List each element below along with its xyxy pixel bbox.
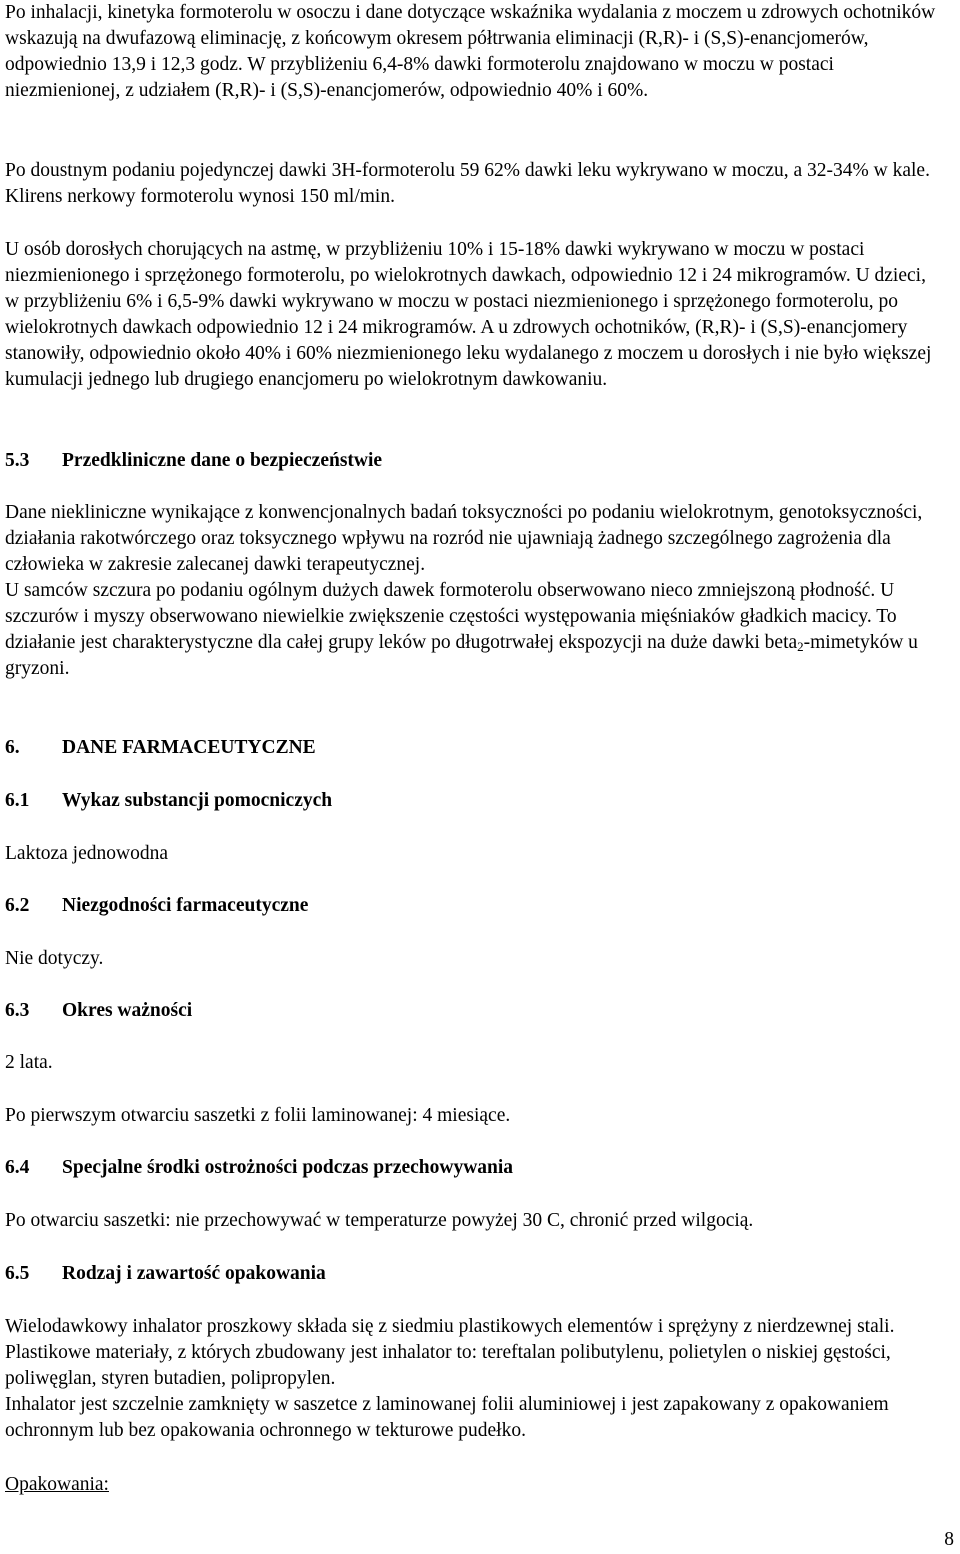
storage-text: Po otwarciu saszetki: nie przechowywać w temperaturze powyżej 30 C, chronić przed wilgocią.	[5, 1210, 754, 1231]
section-title: DANE FARMACEUTYCZNE	[62, 737, 316, 758]
preclinical-text-end: -mimetyków u gryzoni.	[5, 632, 918, 679]
shelf-life-text: 2 lata.	[5, 1052, 53, 1073]
section-heading-6-3	[5, 998, 192, 1024]
pharmacokinetics-paragraph-2: Po doustnym podaniu pojedynczej dawki 3H-formoterolu 59 62% dawki leku wykrywano w moczu, a 32-34% w kale. Klirens nerkowy formoterolu wynosi 150 ml/min.	[5, 160, 930, 207]
excipients-text: Laktoza jednowodna	[5, 843, 168, 864]
preclinical-paragraph-2	[5, 578, 940, 682]
section-number: 5.3	[5, 450, 30, 471]
section-title: Rodzaj i zawartość opakowania	[62, 1263, 326, 1284]
preclinical-paragraph-1: Dane niekliniczne wynikające z konwencjonalnych badań toksyczności po podaniu wielokrotnym, genotoksyczności, działania rakotwórczego oraz toksycznego wpływu na rozród nie ujawniają żadnego szczególnego zagrożenia dla człowieka w zakresie zalecanej dawki terapeutycznej.	[5, 502, 923, 575]
pharmacokinetics-paragraph-3: U osób dorosłych chorujących na astmę, w przybliżeniu 10% i 15-18% dawki wykrywano w moczu w postaci niezmienionego i sprzężonego formoterolu, po wielokrotnych dawkach, odpowiednio 12 i 24 mikrogramów. U dzieci, w przybliżeniu 6% i 6,5-9% dawki wykrywano w moczu w postaci niezmienionego i sprzężonego formoterolu, po wielokrotnych dawkach odpowiednio 12 i 24 mikrogramów. A u zdrowych ochotników, (R,R)- i (S,S)-enancjomery stanowiły, odpowiednio około 40% i 60% niezmienionego leku wydalanego z moczem u dorosłych i nie było większej kumulacji jednego lub drugiego enancjomeru po wielokrotnym dawkowaniu.	[5, 239, 932, 390]
container-description-paragraph: Wielodawkowy inhalator proszkowy składa się z siedmiu plastikowych elementów i sprężyny z nierdzewnej stali. Plastikowe materiały, z których zbudowany jest inhalator to: tereftalan polibutylenu, polietylen o niskiej gęstości, poliwęglan, styren butadien, polipropylen.	[5, 1316, 895, 1389]
preclinical-text: U samców szczura po podaniu ogólnym dużych dawek formoterolu obserwowano nieco zmniejszoną płodność. U szczurów i myszy obserwowano niewielkie zwiększenie częstości występowania mięśniaków gładkich macicy. To działanie jest charakterystyczne dla całej grupy leków po długotrwałej ekspozycji na duże dawki beta	[5, 580, 897, 653]
section-title: Niezgodności farmaceutyczne	[62, 895, 309, 916]
packaging-label: Opakowania:	[5, 1474, 109, 1495]
section-number: 6.3	[5, 1000, 30, 1021]
section-number: 6.4	[5, 1157, 30, 1178]
section-heading-6-1	[5, 788, 332, 814]
section-title: Przedkliniczne dane o bezpieczeństwie	[62, 450, 383, 471]
page-number: 8	[944, 1529, 954, 1550]
section-heading-6-5	[5, 1261, 326, 1287]
section-title: Wykaz substancji pomocniczych	[62, 790, 333, 811]
section-heading-6-2	[5, 893, 308, 919]
section-title: Okres ważności	[62, 1000, 193, 1021]
pharmacokinetics-paragraph-1: Po inhalacji, kinetyka formoterolu w osoczu i dane dotyczące wskaźnika wydalania z moczem u zdrowych ochotników wskazują na dwufazową eliminację, z końcowym okresem półtrwania eliminacji (R,R)- i (S,S)-enancjomerów, odpowiednio 13,9 i 12,3 godz. W przybliżeniu 6,4-8% dawki formoterolu znajdowano w moczu w postaci niezmienionej, z udziałem (R,R)- i (S,S)-enancjomerów, odpowiednio 40% i 60%.	[5, 2, 936, 101]
section-number: 6.1	[5, 790, 30, 811]
section-title: Specjalne środki ostrożności podczas przechowywania	[62, 1157, 514, 1178]
shelf-life-after-opening-text: Po pierwszym otwarciu saszetki z folii laminowanej: 4 miesiące.	[5, 1105, 511, 1126]
section-number: 6.	[5, 737, 20, 758]
section-heading-6-4	[5, 1155, 513, 1181]
container-packaging-paragraph: Inhalator jest szczelnie zamknięty w saszetce z laminowanej folii aluminiowej i jest zapakowany z opakowaniem ochronnym lub bez opakowania ochronnego w tekturowe pudełko.	[5, 1394, 889, 1441]
subscript-2: 2	[797, 639, 804, 654]
section-heading-5-3	[5, 448, 382, 474]
section-number: 6.5	[5, 1263, 30, 1284]
incompatibilities-text: Nie dotyczy.	[5, 948, 104, 969]
section-heading-6	[5, 735, 316, 761]
section-number: 6.2	[5, 895, 30, 916]
